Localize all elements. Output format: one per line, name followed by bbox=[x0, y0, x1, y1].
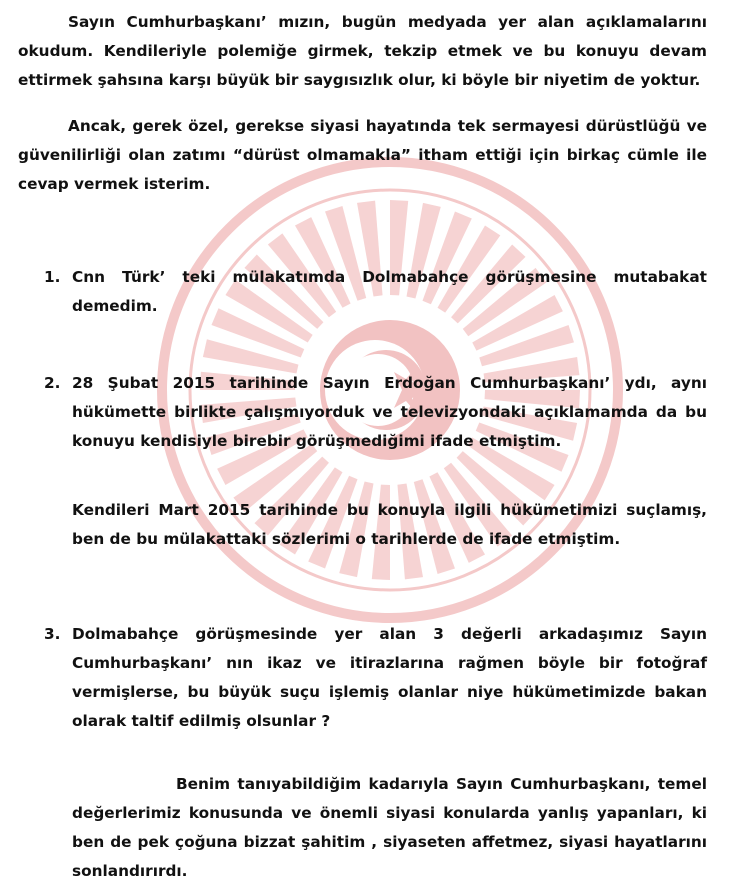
list-item bbox=[18, 620, 707, 736]
sub-paragraph bbox=[18, 496, 707, 554]
list-item-number: 3. bbox=[44, 625, 61, 643]
list-item bbox=[18, 369, 707, 456]
sub-paragraph-text: Kendileri Mart 2015 tarihinde bu konuyla ilgili hükümetimizi suçlamış, ben de bu mülakattaki sözlerimi o tarihlerde de ifade etmiştim. bbox=[72, 501, 707, 548]
list-item-text: 28 Şubat 2015 tarihinde Sayın Erdoğan Cumhurbaşkanı’ ydı, aynı hükümette birlikte çalışmıyorduk ve televizyondaki açıklamamda da bu konuyu kendisiyle birebir görüşmediğimi ifade etmiştim. bbox=[72, 374, 707, 450]
paragraph-reason: Ancak, gerek özel, gerekse siyasi hayatında tek sermayesi dürüstlüğü ve güvenilirliği olan zatımı “dürüst olmamakla” itham ettiği için birkaç cümle ile cevap vermek isterim. bbox=[18, 117, 707, 193]
list-item-number: 1. bbox=[44, 268, 61, 286]
list-item-text: Cnn Türk’ teki mülakatımda Dolmabahçe görüşmesine mutabakat demedim. bbox=[72, 268, 707, 315]
list-item bbox=[18, 263, 707, 321]
paragraph-closing: Benim tanıyabildiğim kadarıyla Sayın Cumhurbaşkanı, temel değerlerimiz konusunda ve önemli siyasi konularda yanlış yapanları, ki ben de pek çoğuna bizzat şahitim , siyaseten affetmez, siyasi hayatlarını sonlandırırdı. bbox=[72, 775, 707, 880]
paragraph-intro: Sayın Cumhurbaşkanı’ mızın, bugün medyada yer alan açıklamalarını okudum. Kendileriyle polemiğe girmek, tekzip etmek ve bu konuyu devam ettirmek şahsına karşı büyük bir saygısızlık olur, ki böyle bir niyetim de yoktur. bbox=[18, 13, 707, 89]
list-item-text: Dolmabahçe görüşmesinde yer alan 3 değerli arkadaşımız Sayın Cumhurbaşkanı’ nın ikaz ve itirazlarına rağmen böyle bir fotoğraf vermişlerse, bu büyük suçu işlemiş olanlar niye hükümetimizde bakan olarak taltif edilmiş olsunlar ? bbox=[72, 625, 707, 730]
list-item-number: 2. bbox=[44, 374, 61, 392]
